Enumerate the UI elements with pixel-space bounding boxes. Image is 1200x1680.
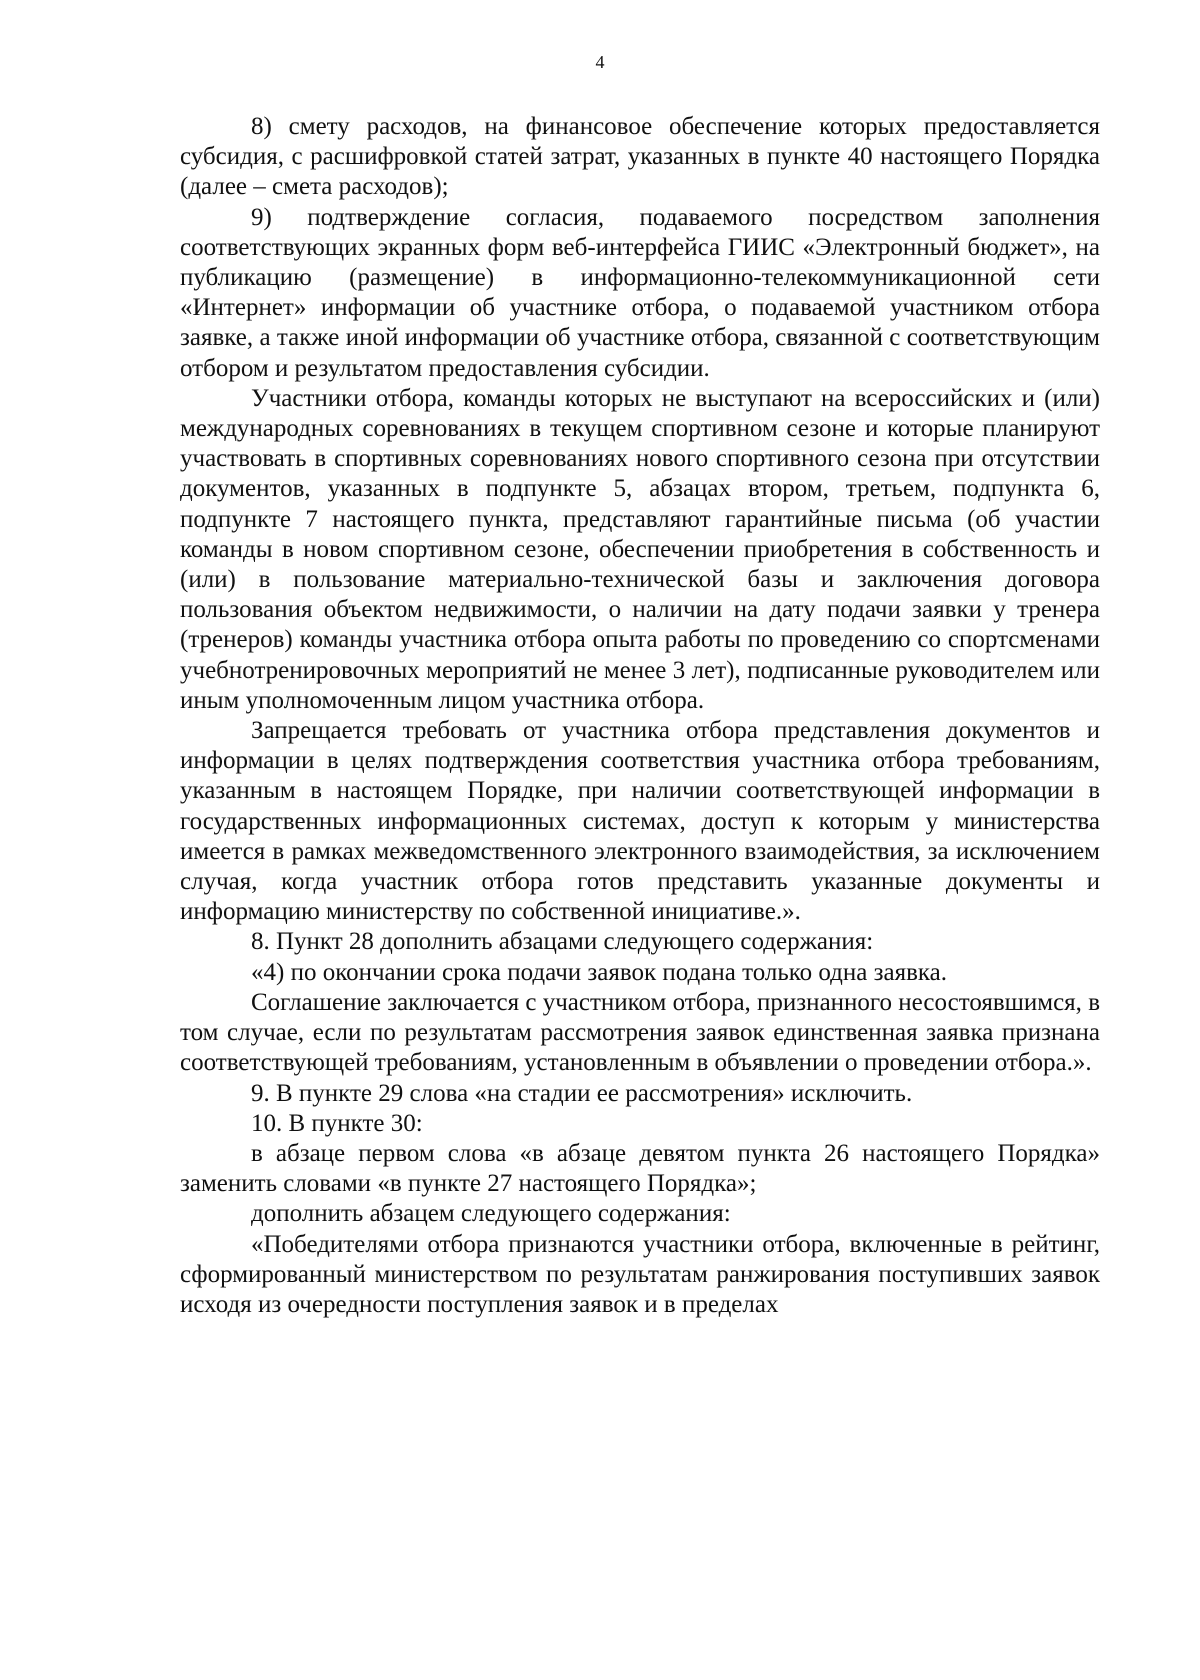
paragraph-clause-8-item-4: «4) по окончании срока подачи заявок подана только одна заявка. <box>251 958 947 986</box>
paragraph-clause-9: 9. В пункте 29 слова «на стадии ее рассмотрения» исключить. <box>251 1079 913 1107</box>
paragraph-item-8: 8) смету расходов, на финансовое обеспечение которых предоставляется субсидия, с расшифровкой статей затрат, указанных в пункте 40 настоящего Порядка (далее – смета расходов); <box>180 113 1100 201</box>
paragraph-clause-8: 8. Пункт 28 дополнить абзацами следующего содержания: <box>251 928 874 956</box>
page-number: 4 <box>595 52 605 72</box>
paragraph-clause-10-first-paragraph: в абзаце первом слова «в абзаце девятом пункта 26 настоящего Порядка» заменить словами «в пункте 27 настоящего Порядка»; <box>180 1139 1100 1198</box>
paragraph-clause-10: 10. В пункте 30: <box>251 1109 423 1137</box>
paragraph-clause-10-supplement: дополнить абзацем следующего содержания: <box>251 1200 731 1228</box>
paragraph-winners: «Победителями отбора признаются участники отбора, включенные в рейтинг, сформированный министерством по результатам ранжирования поступивших заявок исходя из очередности поступления заявок и в пределах <box>180 1230 1100 1318</box>
paragraph-participants-guarantee-letters: Участники отбора, команды которых не выступают на всероссийских и (или) международных соревнованиях в текущем спортивном сезоне и которые планируют участвовать в спортивных соревнованиях нового спортивного сезона при отсутствии документов, указанных в подпункте 5, абзацах втором, третьем, подпункта 6, подпункте 7 настоящего пункта, представляют гарантийные письма (об участии команды в новом спортивном сезоне, обеспечении приобретения в собственность и (или) в пользование материально-технической базы и заключения договора пользования объектом недвижимости, о наличии на дату подачи заявки у тренера (тренеров) команды участника отбора опыта работы по проведению со спортсменами учебнотренировочных мероприятий не менее 3 лет), подписанные руководителем или иным уполномоченным лицом участника отбора. <box>180 384 1100 714</box>
paragraph-prohibition: Запрещается требовать от участника отбора представления документов и информации в целях подтверждения соответствия участника отбора требованиям, указанным в настоящем Порядке, при наличии соответствующей информации в государственных информационных системах, доступ к которым у министерства имеется в рамках межведомственного электронного взаимодействия, за исключением случая, когда участник отбора готов представить указанные документы и информацию министерству по собственной инициативе.». <box>180 717 1100 926</box>
paragraph-item-9: 9) подтверждение согласия, подаваемого посредством заполнения соответствующих экранных форм веб-интерфейса ГИИС «Электронный бюджет», на публикацию (размещение) в информационно-телекоммуникационной сети «Интернет» информации об участнике отбора, о подаваемой участником отбора заявке, а также иной информации об участнике отбора, связанной с соответствующим отбором и результатом предоставления субсидии. <box>180 203 1100 382</box>
document-body <box>180 112 1100 1320</box>
paragraph-agreement: Соглашение заключается с участником отбора, признанного несостоявшимся, в том случае, если по результатам рассмотрения заявок единственная заявка признана соответствующей требованиям, установленным в объявлении о проведении отбора.». <box>180 988 1100 1077</box>
